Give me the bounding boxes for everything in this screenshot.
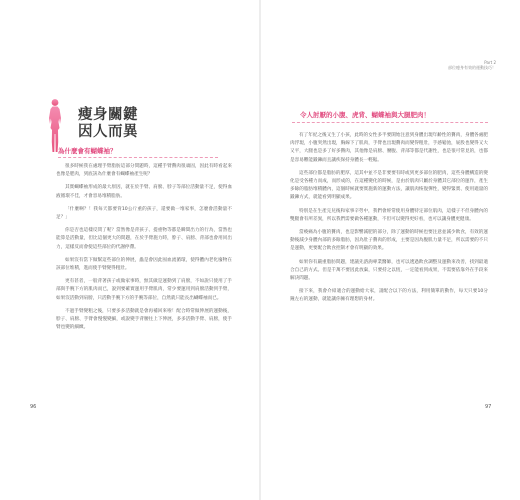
body-text-left xyxy=(56,163,232,337)
paragraph: 有了年紀之後又生了小孩，此時的女性多半要開始注意到身體出現年齡性的贅肉，身體各處肥肉浮現，小腹突然出現，胸線下了肌肉，手臂也出現贅肉而變得粗壯，手感鬆弛，屁股也變得又大又平，大腿也是多了好多贅肉，其他像是肩膀、腰腹、背部等都是代謝性，也是很可常見的，也都是容易難能鍛鍊而且讓疾保持身體長一輕鬆。 xyxy=(290,133,488,163)
chapter-title-line1: 瘦身關鍵 xyxy=(78,107,138,123)
paragraph: 接下來，我會介紹適合的運動給大家，請配合以下的方法，利用簡單的動作，每天只要10分鐘左右的運動，就能讓你擁有理想的身材。 xyxy=(290,289,488,303)
paragraph: 如果沒有當下做幫這些部位的伸展，蟲是會因此囤血流循環，使得體內老化廢物在該部位堆積，進而使手臂變得粗壯。 xyxy=(56,257,232,272)
body-text-right xyxy=(290,132,488,310)
paragraph: 其實蝴蝶袖形成的最大原因，就在於手臂、肩膀、脖子等部位活動量不足，使得血液循環不佳，才會容易堆積脂肪。 xyxy=(56,185,232,199)
heading-divider-left xyxy=(58,157,218,158)
paragraph: 更有甚者，一般背著孩子或做家事時，無其做是運動到了肩膀，不如說只使用了手部與手腕下方的肌肉而已，說到要確實運用手臂肌肉，常少要運用到肩膀活動到手臂，如果沒活動到肩膀，只活動手腕下方的手腕等部位，自然就只能長出蝴蝶袖而已。 xyxy=(56,279,232,301)
section-heading-right: 令人討厭的小腹、虎背、蝴蝶袖與大腿肥肉！ xyxy=(300,111,430,119)
paragraph: 不過手臂變粗之後，只要多多活動就是會再補回來啦！配合時常做伸展的運動後，脖子、肩膀、手臂會慢慢變細，或說變手背腰往上下伸展，多多活動手臂、肩膀，使手臂也變的細緻。 xyxy=(56,308,232,331)
running-header-chapter: 部位瘦身有效的運動技巧！ xyxy=(448,65,496,70)
page-number-right: 97 xyxy=(485,404,492,410)
paragraph: 很多時候我在處理手臂脂肪這部分問題時，這種手臂贅肉很頑固，因此有時看起來也像是肥肉，到底該為什麼會有蝴蝶袖產生呢？ xyxy=(56,164,232,178)
page-number-left: 96 xyxy=(30,404,37,410)
paragraph: 特別是在生產完兒後和家事辛勞中，我們會經常使用身體特定部位肌肉，這樣子不但身體內的雙腿會有所差異，所以我們需要做各種運動，不但可以變得更好看，也可以讓身體更健康。 xyxy=(290,208,488,222)
section-heading-left: 為什麼會有蝴蝶袖？ xyxy=(58,147,117,155)
running-header xyxy=(448,60,496,70)
chapter-title xyxy=(78,107,138,141)
paragraph: 這些部位都是脂肪的肥厚，這其中並不是非要要有時或到更多部位的肥肉，這些身體構造的變化是受各種力而成，而形成的，在這種變化的時候，是由於肌肉只屬於身體其它部位的運作，產生多餘的脂肪堆積體內，這個時候就要實施新的運動方法，讓肌肉恢復彈性，變得緊實、使用適量的鍛鍊方式，就能看到明顯成果。 xyxy=(290,170,488,201)
paragraph: 「什麼啊？！我每天都要背10公斤重的孩子，還要做一堆家事，怎麼會活動量不足？」 xyxy=(56,206,232,221)
running-header-part: Part 2 xyxy=(484,60,496,65)
paragraph: 當痠痛為小腹的贅肉，也是影響減肥的部分，除了運動的時候也要注意並減少飲食，有效的運動後減少身體內部的多餘脂肪，因為肚子贅肉的形成，主要是因為腹肌力量不足，所以需要的不只是運動，更要配合飲食控制才會有明顯的效果。 xyxy=(290,230,488,252)
heading-divider-right xyxy=(292,122,488,123)
paragraph: 你是否也這樣反問了呢？當然像是背孩子、提重物等都是瞬間出力的行為，當然也能算是活動量，但比這個更大的問題，在於手臂施力時，脖子、肩膀、背部也會用同出力，這樣反而會使這些部位的代謝停滯。 xyxy=(56,228,232,250)
chapter-title-line2: 因人而異 xyxy=(78,124,138,140)
body-silhouette-icon xyxy=(44,98,66,154)
paragraph: 如果你有嚴重脂肪問題，建議先諮詢專業醫師，也可以透過飲食調整及運動來改善，找到最適合自己的方式。但是千萬不要因此放棄，只要持之以恆，一定能看到成果，不需要依靠外在手段來解決問題。 xyxy=(290,259,488,282)
